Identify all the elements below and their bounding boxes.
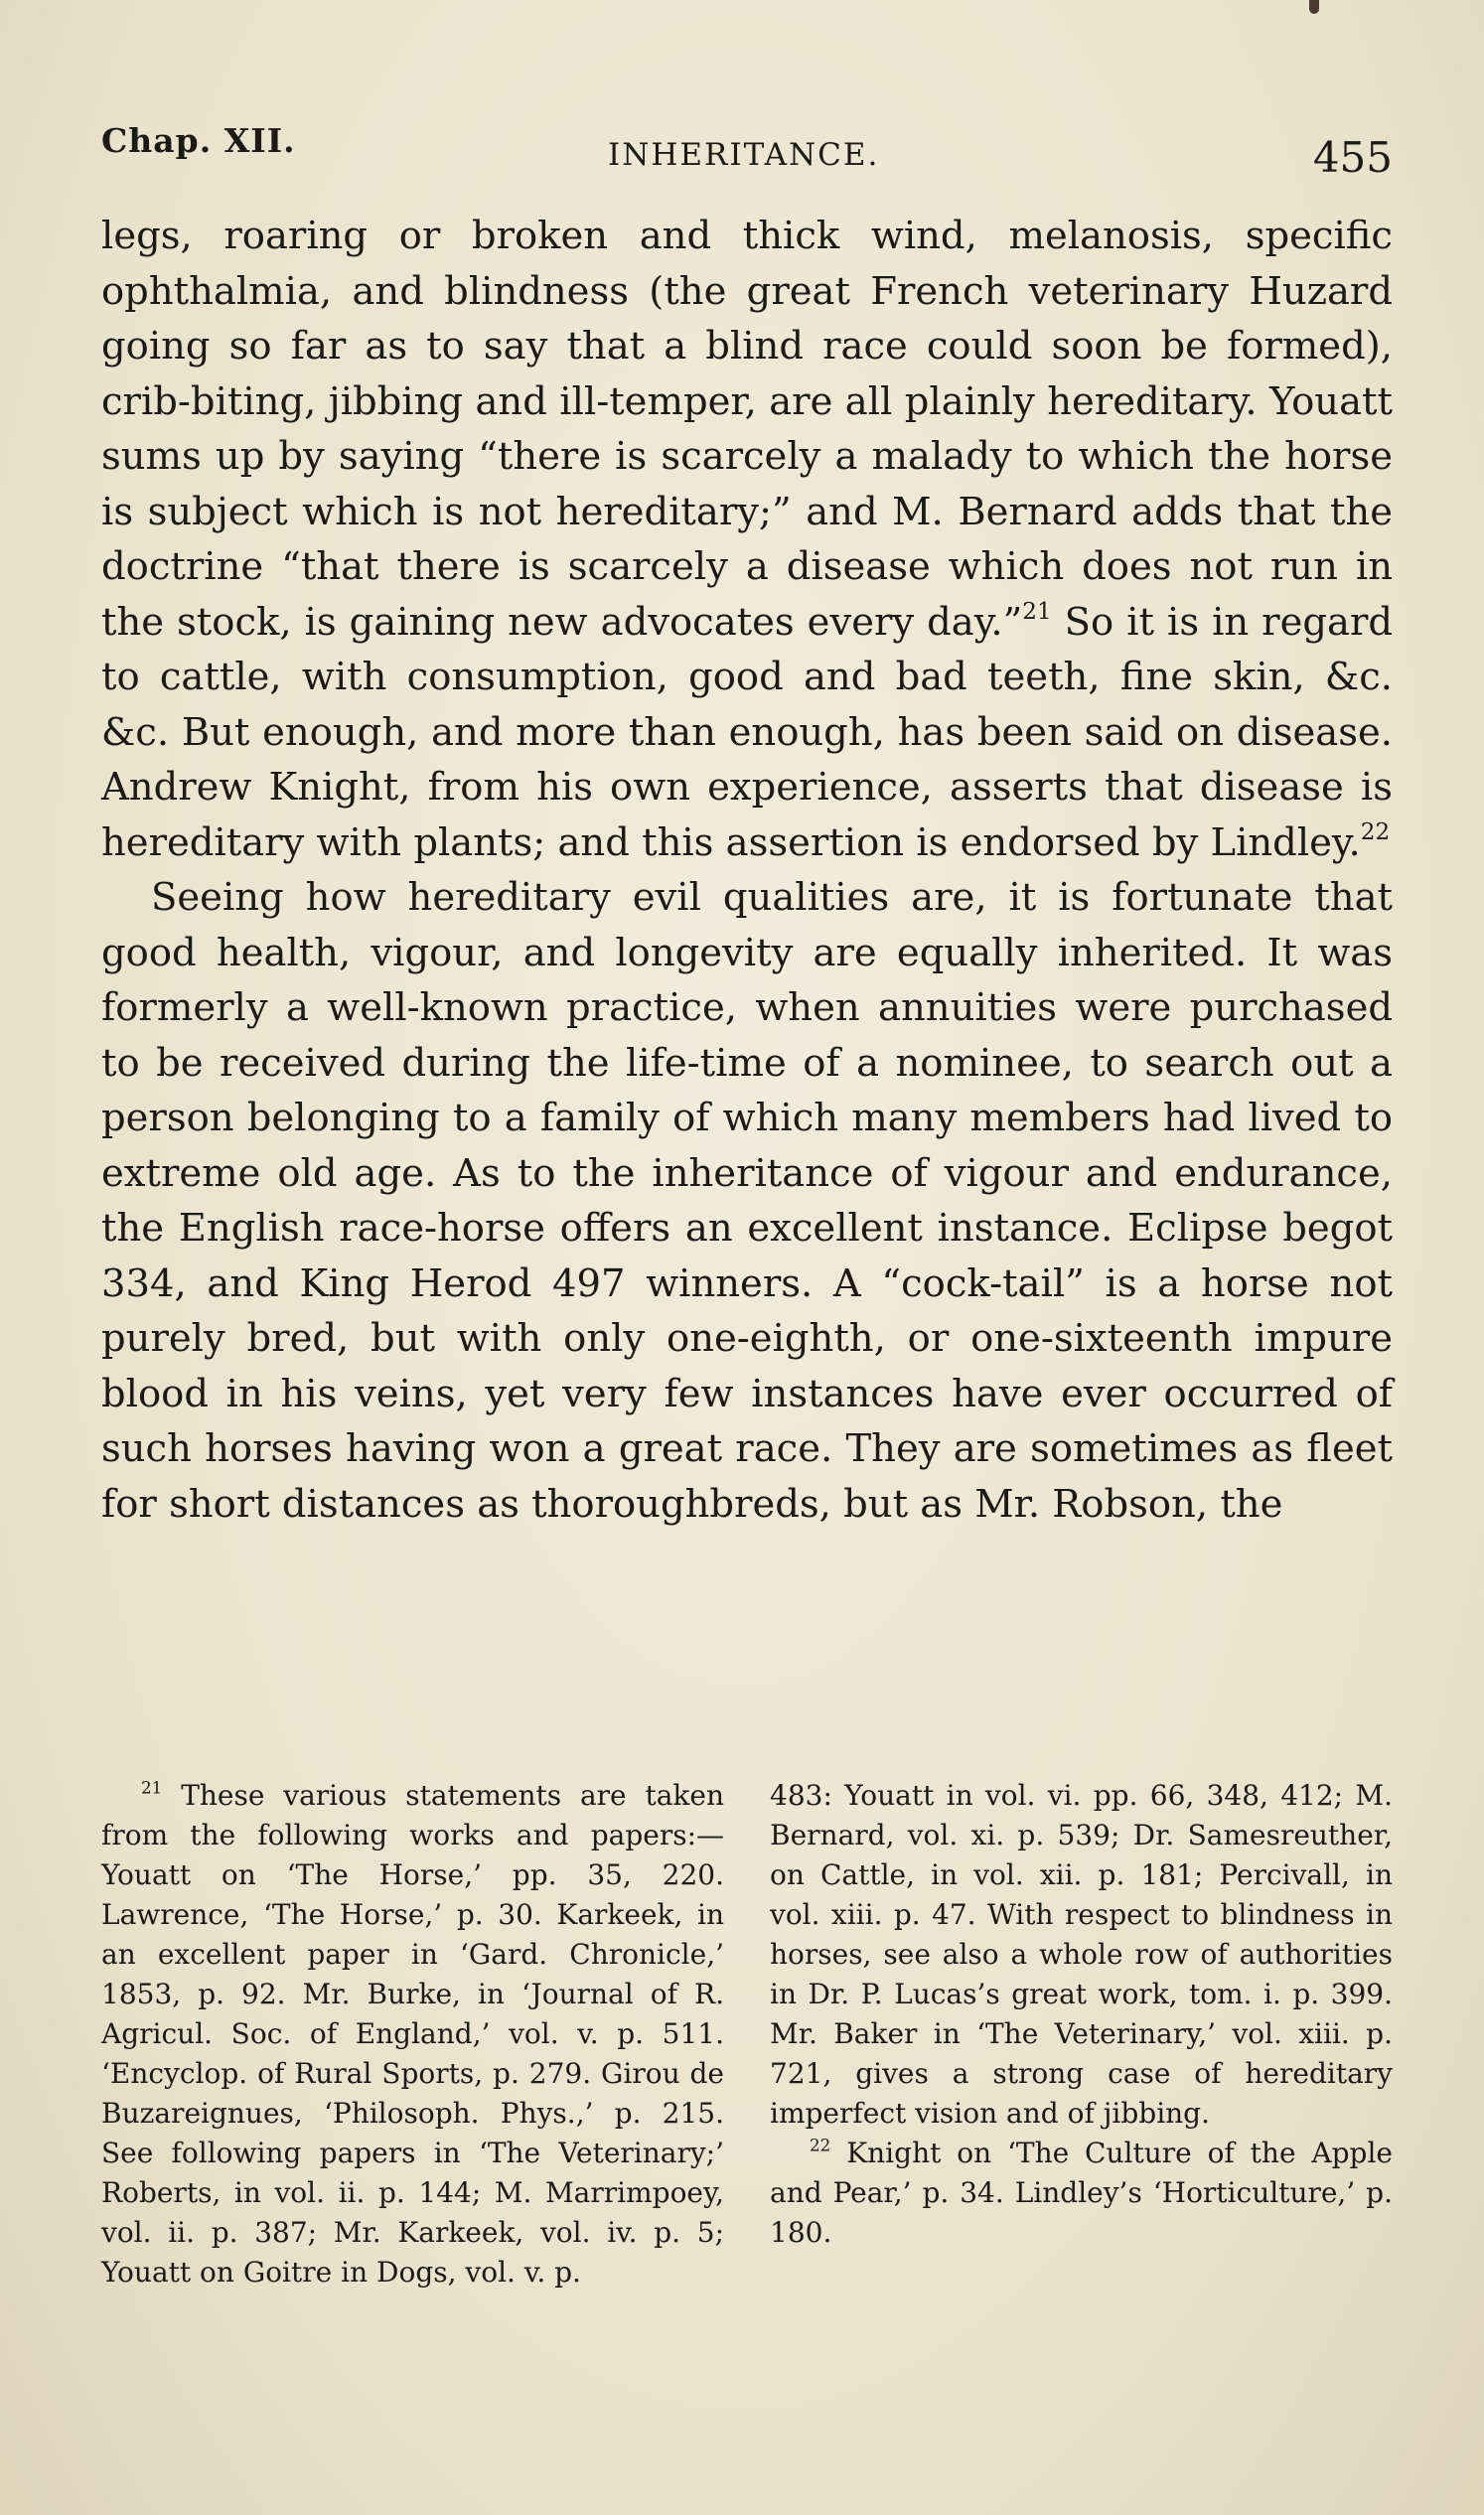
main-text <box>101 209 1393 1532</box>
footnote-21-continued: 483: Youatt in vol. vi. pp. 66, 348, 412; M. Bernard, vol. xi. p. 539; Dr. Samesreuther, on Cattle, in vol. xii. p. 181; Percivall, in vol. xiii. p. 47. With respect to blindness in horses, see also a whole row of authorities in Dr. P. Lucas’s great work, tom. i. p. 399. Mr. Baker in ‘The Veterinary,’ vol. xiii. p. 721, gives a strong case of hereditary imperfect vision and of jibbing. <box>770 1779 1393 2130</box>
ink-mark <box>1309 0 1319 14</box>
running-title: INHERITANCE. <box>608 137 880 173</box>
paragraph-1-text-b: So it is in regard to cattle, with consumption, good and bad teeth, fine skin, &c. &c. But enough, and more than enough, has been said on disease. Andrew Knight, from his own experience, asserts that disease is hereditary with plants; and this assertion is endorsed by Lindley. <box>101 599 1394 865</box>
footnotes-left-column <box>101 1776 724 2293</box>
page-header <box>101 117 1393 187</box>
footnote-21-text: These various statements are taken from the following works and papers:—Youatt on ‘The Horse,’ pp. 35, 220. Lawrence, ‘The Horse,’ p. 30. Karkeek, in an excellent paper in ‘Gard. Chronicle,’ 1853, p. 92. Mr. Burke, in ‘Journal of R. Agricul. Soc. of England,’ vol. v. p. 511. ‘Encyclop. of Rural Sports, p. 279. Girou de Buzareignues, ‘Philosoph. Phys.,’ p. 215. See following papers in ‘The Veterinary;’ Roberts, in vol. ii. p. 144; M. Marrimpoey, vol. ii. p. 387; Mr. Karkeek, vol. iv. p. 5; Youatt on Goitre in Dogs, vol. v. p. <box>101 1779 724 2289</box>
footnote-ref-22: 22 <box>1360 818 1391 845</box>
page-number: 455 <box>1312 133 1393 182</box>
footnote-21 <box>101 1776 724 2293</box>
footnote-mark-22: 22 <box>810 2135 831 2155</box>
footnote-22 <box>770 2134 1393 2253</box>
footnote-ref-21: 21 <box>1022 598 1052 625</box>
paragraph-1-text-a: legs, roaring or broken and thick wind, melanosis, specific ophthalmia, and blindness (the great French veterinary Huzard going so far as to say that a blind race could soon be formed), crib-biting, jibbing and ill-temper, are all plainly hereditary. Youatt sums up by saying “there is scarcely a malady to which the horse is subject which is not hereditary;” and M. Bernard adds that the doctrine “that there is scarcely a disease which does not run in the stock, is gaining new advocates every day.” <box>101 214 1393 645</box>
footnote-22-text: Knight on ‘The Culture of the Apple and Pear,’ p. 34. Lindley’s ‘Horticulture,’ p. 180. <box>770 2137 1393 2249</box>
footnotes-right-column <box>770 1776 1393 2293</box>
footnote-mark-21: 21 <box>141 1777 163 1798</box>
paragraph-2: Seeing how hereditary evil qualities are, it is fortunate that good health, vigour, and longevity are equally inherited. It was formerly a well-known practice, when annuities were purchased to be received during the life-time of a nominee, to search out a person belonging to a family of which many members had lived to extreme old age. As to the inheritance of vigour and endurance, the English race-horse offers an excellent instance. Eclipse begot 334, and King Herod 497 winners. A “cock-tail” is a horse not purely bred, but with only one-eighth, or one-sixteenth impure blood in his veins, yet very few instances have ever occurred of such horses having won a great race. They are sometimes as fleet for short distances as thoroughbreds, but as Mr. Robson, the <box>101 875 1393 1527</box>
chapter-label: Chap. XII. <box>101 121 296 160</box>
paragraph-1 <box>101 209 1393 870</box>
footnotes <box>101 1776 1393 2293</box>
